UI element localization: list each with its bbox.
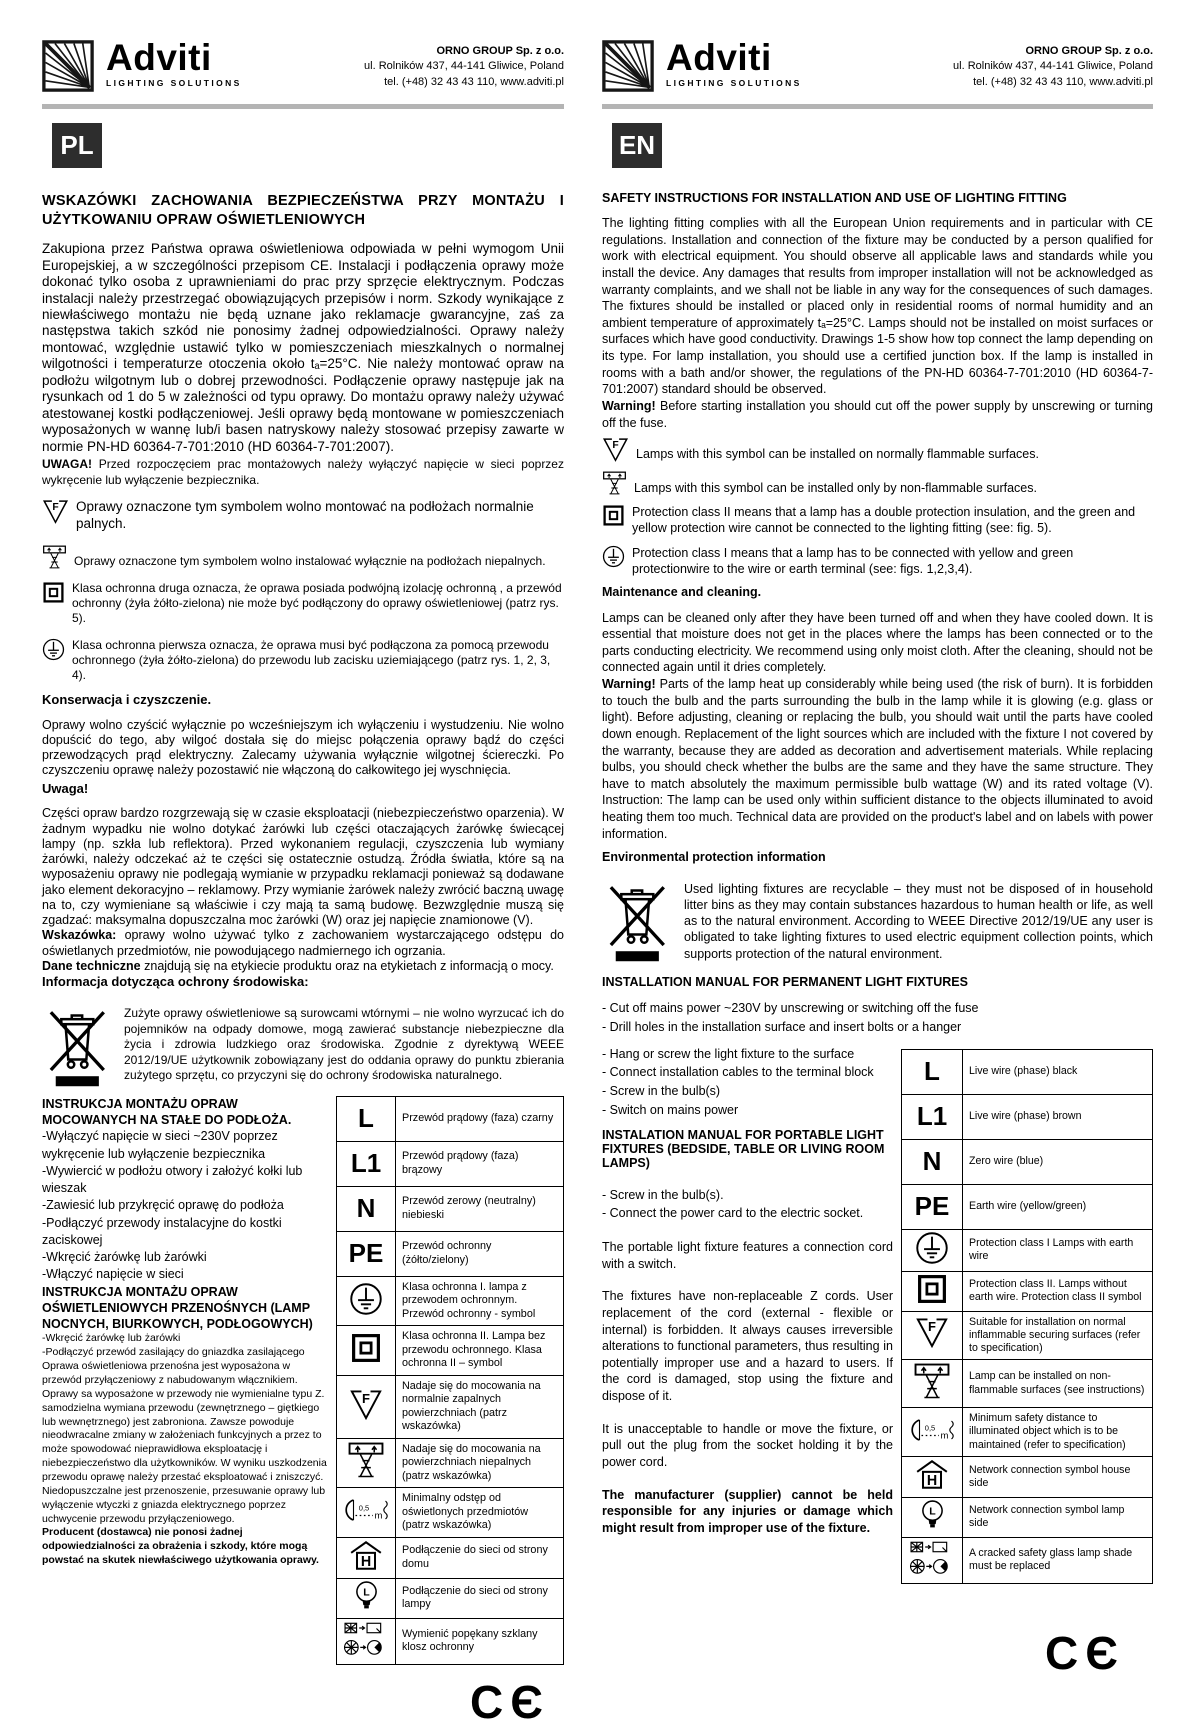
bottom-section-pl (42, 1096, 564, 1665)
table-row: Klasa ochronna I. lampa z przewodem ochronnym. Przewód ochronny - symbol (337, 1276, 564, 1325)
list-item: - Cut off mains power ~230V by unscrewing or switching off the fuse (602, 1001, 979, 1015)
fixed-install-heading-en: INSTALLATION MANUAL FOR PERMANENT LIGHT FIXTURES (602, 974, 968, 989)
cracked-glass-icon (910, 1539, 954, 1577)
list-item: -Wkręcić żarówkę lub żarówki (42, 1250, 207, 1265)
flammable-surface-icon (349, 1389, 383, 1420)
symbol-item-flammable: Oprawy oznaczone tym symbolem wolno montować na podłożach normalnie palnych. (42, 499, 564, 533)
installation-text-pl (42, 1096, 328, 1568)
company-address: ul. Rolników 437, 44-141 Gliwice, Poland (364, 60, 564, 73)
non-flammable-surface-icon (347, 1440, 385, 1480)
house-connection-icon (914, 1458, 950, 1491)
portable-para2-en: The fixtures have non-replaceable Z cords. User replacement of the cord (external - flexible or internal) is forbidden. It always causes irreversible alterations to functional parameters, thus resulting in potentially improper use and a hazard to users. If the cord is damaged, stop using the fixture and dispose of it. (602, 1289, 893, 1403)
list-item: - Screw in the bulb(s). (602, 1187, 724, 1202)
table-row: Minimum safety distance to illuminated object which is to be maintained (refer to specification) (902, 1408, 1153, 1457)
list-item: -Wkręcić żarówkę lub żarówki (42, 1332, 181, 1345)
installation-text-en (602, 1045, 893, 1537)
weee-row-en: Used lighting fixtures are recyclable – they must not be disposed of in household litter bins as they may contain substances hazardous to human health or life, as well as to the natural environment. According to WEEE Directive 2012/19/UE any user is obligated to take lighting fixtures to used electric equipment collection points, which supports protection of the natural environment. (602, 881, 1153, 963)
ce-mark: CЄ (470, 1675, 550, 1728)
header-pl (42, 37, 564, 92)
cracked-glass-icon (344, 1620, 388, 1658)
non-flammable-surface-icon (602, 470, 627, 496)
adviti-logo-icon (42, 40, 94, 92)
table-row: Podłączenie do sieci od strony lampy (337, 1578, 564, 1618)
non-flammable-surface-icon (42, 544, 67, 570)
list-item: - Connect the power card to the electric socket. (602, 1206, 864, 1221)
company-phone: tel. (+48) 32 43 43 110, www.adviti.pl (384, 75, 564, 88)
section-uwaga2-pl: Uwaga! (42, 780, 89, 796)
fixed-install-heading-pl: INSTRUKCJA MONTAŻU OPRAW MOCOWANYCH NA STAŁE DO PODŁOŻA. (42, 1096, 292, 1128)
symbol-table-pl (336, 1096, 564, 1665)
intro-paragraph-en: The lighting fitting complies with all the European Union requirements and in particular with CE regulations. Installation and connection of the fixture may be conducted by a person qualified for work with electrical equipment. You should observe all applicable laws and standards while you install the device. Any damages that results from improper installation will not be acknowledged as warranty complaints, and we shall not be liable in any way for the consequences of such damages. The fixtures should be installed or placed only in residential rooms of normal humidity and an ambient temperature of approximately tₐ=25°C. Lamps should not be installed on moist surfaces or surfaces which have good conductivity. Drawings 1-5 show how top connect the lamp depending on its type. For lamp installation, you should use a certified junction box. If the lamp is installed in rooms with a bath and/or shower, the regulations of the PN-HD 60364-7-701:2010 (HD 60364-7-701:2007) standard should be observed. (602, 216, 1153, 397)
section-environment-en: Environmental protection information (602, 850, 826, 865)
table-row: Network connection symbol lamp side (902, 1497, 1153, 1537)
non-flammable-surface-icon (913, 1361, 951, 1401)
weee-bin-icon (46, 1006, 110, 1088)
language-badge-en: EN (612, 123, 662, 168)
symbol-item-class2: Protection class II means that a lamp has a double protection insulation, and the green and yellow protection wire cannot be connected to the lighting fitting (see: fig. 5). (602, 504, 1153, 537)
table-row: N Zero wire (blue) (902, 1139, 1153, 1184)
list-item: -Podłączyć przewody instalacyjne do kostki zaciskowej (42, 1215, 282, 1247)
flammable-surface-icon (602, 437, 629, 462)
symbol-item-non-flammable: Lamps with this symbol can be installed only by non-flammable surfaces. (602, 470, 1153, 496)
table-row: Suitable for installation on normal inflammable securing surfaces (refer to specification) (902, 1311, 1153, 1360)
producer-note-pl: Producent (dostawca) nie ponosi żadnej odpowiedzialności za obrażenia i szkody, które mogą powstać na skutek niewłaściwego użytkowania oprawy. (42, 1526, 319, 1567)
symbol-table-en (901, 1049, 1153, 1584)
list-item: -Wyłączyć napięcie w sieci ~230V poprzez wykręcenie lub wyłączenie bezpiecznika (42, 1129, 278, 1161)
table-row: Protection class I Lamps with earth wire (902, 1229, 1153, 1271)
symbol-item-class1: Protection class I means that a lamp has to be connected with yellow and green protectionwire to the wire or earth terminal (see: figs. 1,2,3,4). (602, 545, 1153, 578)
header-divider (602, 104, 1153, 109)
table-row: PE Przewód ochronny (żółto/zielony) (337, 1231, 564, 1276)
table-row: Klasa ochronna II. Lampa bez przewodu ochronnego. Klasa ochronna II – symbol (337, 1326, 564, 1375)
warning-label: UWAGA! (42, 457, 92, 472)
portable-install-heading-pl: INSTRUKCJA MONTAŻU OPRAW OŚWIETLENIOWYCH PRZENOŚNYCH (LAMP NOCNYCH, BIURKOWYCH, PODŁOGOWYCH) (42, 1284, 313, 1332)
protection-class-2-icon (916, 1273, 948, 1305)
table-row: Podłączenie do sieci od strony domu (337, 1537, 564, 1578)
symbol-item-class1: Klasa ochronna pierwsza oznacza, że oprawa musi być podłączona za pomocą przewodu ochronnego (żyła żółto-zielona) do przewodu lub zacisku uziemiającego (patrz rys. 1, 2, 3, 4). (42, 638, 564, 684)
table-row: L1 Live wire (phase) brown (902, 1094, 1153, 1139)
weee-bin-icon (606, 881, 670, 963)
table-row: Nadaje się do mocowania na powierzchniach niepalnych (patrz wskazówka) (337, 1438, 564, 1487)
tech-data-paragraph-pl: Dane techniczne znajdują się na etykiecie produktu oraz na etykietach z informacją o mocy. (42, 958, 554, 973)
brand-logo (602, 37, 802, 92)
page-title-en: SAFETY INSTRUCTIONS FOR INSTALLATION AND USE OF LIGHTING FITTING (602, 191, 1067, 206)
table-row: Network connection symbol house side (902, 1456, 1153, 1497)
house-connection-icon (348, 1539, 384, 1572)
min-distance-icon (343, 1497, 389, 1523)
company-name: ORNO GROUP Sp. z o.o. (1025, 45, 1153, 57)
table-row: Wymienić popękany szklany klosz ochronny (337, 1618, 564, 1664)
portable-para1-pl: Oprawa oświetleniowa przenośna jest wyposażona w przewód przyłączeniowy z nabudowanym włącznikiem. (42, 1360, 298, 1386)
company-address: ul. Rolników 437, 44-141 Gliwice, Poland (953, 60, 1153, 73)
portable-install-heading-en: INSTALATION MANUAL FOR PORTABLE LIGHT FIXTURES (BEDSIDE, TABLE OR LIVING ROOM LAMPS) (602, 1127, 885, 1170)
portable-para2-pl: Oprawy sa wyposażone w przewody nie wymienialne typu Z. samodzielna wymiana przewodu (zewnętrznego – giętkiego lub wewnętrznego) jest zabroniona. Zawsze powoduje nieodwracalne zmiany w założeniach funkcyjnych a przez to może spowodować nieprawidłowa eksploatację i niebezpieczeństwo dla użytkowników. W wyniku uszkodzenia przewodu oprawę należy przestać eksploatować i zniszczyć. Niedopuszczalne jest przenoszenie, przesuwanie oprawy lub wyłączenie wtyczki z gniazda elektrycznego poprzez uchwycenie przewodu przyłączeniowego. (42, 1387, 327, 1525)
company-info (364, 40, 564, 90)
table-row: L Live wire (phase) black (902, 1049, 1153, 1094)
brand-tagline: LIGHTING SOLUTIONS (106, 78, 242, 89)
section-environment-pl: Informacja dotycząca ochrony środowiska: (42, 974, 309, 990)
table-row: N Przewód zerowy (neutralny) niebieski (337, 1186, 564, 1231)
list-item: -Wywiercić w podłożu otwory i założyć kołki lub wieszak (42, 1163, 303, 1196)
min-distance-icon (909, 1417, 955, 1443)
list-item: - Switch on mains power (602, 1102, 739, 1117)
header-divider (42, 104, 564, 109)
flammable-surface-icon (42, 499, 69, 524)
warning2-paragraph-en: Warning! Parts of the lamp heat up considerably while being used (the risk of burn). It is forbidden to touch the bulb and the parts surrounding the bulb in the lamp while it is glowing (e.g. glass or light). Before adjusting, cleaning or replacing the bulb, you should wait until the parts have cooled down enough. Replacement of the light sources which are included with the fixture I not covered by the warranty, because they are added as decoration and advertisement materials. While replacing bulbs, you should check whether the bulbs are the same and they have the same structure. They have to match absolutely the maximum permissible bulb wattage (W) and its rated voltage (V). Instruction: The lamp can be used only within sufficient distance to the objects illuminated to avoid heating them too much. Technical data are provided on the product's label and on labels with power information. (602, 677, 1153, 841)
protection-class-2-icon (350, 1332, 382, 1364)
intro-paragraph-pl: Zakupiona przez Państwa oprawa oświetleniowa odpowiada w pełni wymogom Unii Europejskiej, a w szczególności przepisom CE. Instalacji i podłączenia oprawy może dokonać tylko osoba z uprawnieniami do prac przy sprzęcie elektrycznym. Podczas instalacji należy przestrzegać obowiązujących przepisów i norm. Szkody wynikające z niewłaściwego montażu nie będą uznane jako reklamacje gwarancyjne, zaś za następstwa takich szkód nie ponosimy żadnej odpowiedzialności. Oprawy należy montować, względnie ustawić tylko w pomieszczeniach mieszkalnych o normalnej wilgotności i temperaturze otoczenia około tₐ=25°C. Nie należy montować opraw na podłożu wilgotnym lub o dobrej przewodności. Podłączenie oprawy następuje jak na rysunkach od 1 do 5 w zależności od typu oprawy. Do montażu oprawy należy używać atestowanej kostki podłączeniowej. Jeśli oprawy będą montowane w pomieszczeniach wyposażonych w wannę lub/i basen natryskowy należy stosować przepisy zawarte w normie PN-HD 60364-7-701:2010 (HD 60364-7-701:2007). (42, 241, 564, 454)
company-phone: tel. (+48) 32 43 43 110, www.adviti.pl (973, 75, 1153, 88)
column-en: Adviti LIGHTING SOLUTIONS ORNO GROUP Sp. z o.o. ul. Rolników 437, 44-141 Gliwice, Poland tel. (+48) 32 43 43 110, www.adviti.pl EN SAFETY INSTRUCTIONS FOR INSTALLATION AND USE OF LIGHTING FITTING The lighting fitting complies with all the European Union requirements and in particular with CE regulations. Installation and connection of the fixture may be conducted by a person qualified for work with electrical equipment. You should observe all applicable laws and standards while you install the device. Any damages that results from improper installation will not be acknowledged as warranty complaints, and we shall not be liable in any way for the consequences of such damages. The fixtures should be installed or placed only in residential rooms of normal humidity and an ambient temperature of approximately tₐ=25°C. Lamps should not be installed on moist surfaces or surfaces which have good conductivity. Drawings 1-5 show how top connect the lamp depending on its type. For lamp installation, you should use a certified junction box. If the lamp is installed in rooms with a bath and/or shower, the regulations of the PN-HD 60364-7-701:2010 (HD 60364-7-701:2007) standard should be observed. Warning! Before starting installation you should cut off the power supply by unscrewing or turning off the fuse. Lamps with this symbol can be installed on normally flammable surfaces. Lamps with this symbol can be installed only by non-flammable surfaces. Protection class II means that a lamp has a double protection insulation, and the green and yellow protection wire cannot be connected to the lighting fitting (see: fig. 5). Protection class I means that a lamp has to be connected with yellow and green protectionwire to the wire or earth terminal (see: figs. 1,2,3,4). Maintenance and cleaning. Lamps can be cleaned only after they have been turned off and when they have cooled down. It is essential that moisture does not get in the places where the lamps has been connected or to the parts conducting electricity. We recommend using only moist cloth. After the cleaning, should not be connected again until it dries completely. Warning! Parts of the lamp heat up considerably while being used (the risk of burn). It is forbidden to touch the bulb and the parts surrounding the bulb in the lamp while it is glowing (e.g. glass or light). Before adjusting, cleaning or replacing the bulb, you should wait until the parts have cooled down enough. Replacement of the light sources which are included with the fixture I not covered by the warranty, because they are added as decoration and advertisement materials. While replacing bulbs, you should check whether the bulbs are the same and they have the same structure. They have to match absolutely the maximum permissible bulb wattage (W) and its rated voltage (V). Instruction: The lamp can be used only within sufficient distance to the objects illuminated to avoid heating them too much. Technical data are provided on the product's label and on labels with power information. Environmental protection information Used lighting fixtures are recyclable – they must not be disposed of in household litter bins as they may contain substances hazardous to human health or life, as well as to the natural environment. According to WEEE Directive 2012/19/UE any user is obligated to take lighting fixtures to used electric equipment collection points, which supports protection of the natural environment. INSTALLATION MANUAL FOR PERMANENT LIGHT FIXTURES - Cut off mains power ~230V by unscrewing or switching off the fuse - Drill holes in the installation surface and insert bolts or a hanger - Hang or screw the light fixture to the surface - Connect installation cables to the terminal block - Screw in the bulb(s) - Switch on mains power INSTALATION MANUAL FOR PORTABLE LIGHT FIXTURES (BEDSIDE, TABLE OR LIVING ROOM LAMPS) - Screw in the bulb(s). - Connect the power card to the electric socket. The portable light fixture features a connection cord with a switch. The fixtures have non-replaceable Z cords. User replacement of the cord (external - flexible or internal) is forbidden. It always causes irreversible alterations to functional parameters, thus resulting in potentially improper use and a hazard to users. If the cord is damaged, stop using the fixture and dispose of it. It is unacceptable to handle or move the fixture, or pull out the plug from the socket holding it by the power cord. The manufacturer (supplier) cannot be held responsible for any injuries or damage which might result from improper use of the fixture. L Live wire (phase) black L1 Live wire (phase) brown N Zero wire (blue) PE Earth wire (yellow/green) Protection class I Lamps with earth wire Protection class II. Lamps without earth wire. Protection class II symbol Suitable for installation on normal inflammable securing surfaces (refer to specification) Lamp can be installed on non-flammable surfaces (see instructions) Minimum safety distance to illuminated object which is to be maintained (refer to specification) Network connection symbol house side Network connection symbol lamp side A cracked safety glass lamp shade must be replaced CЄ (602, 37, 1153, 1679)
lamp-connection-icon (354, 1580, 379, 1612)
ce-mark: CЄ (1045, 1626, 1125, 1679)
header-en (602, 37, 1153, 92)
list-item: -Włączyć napięcie w sieci (42, 1267, 184, 1282)
flammable-surface-icon (915, 1317, 949, 1348)
bottom-section-en (602, 1045, 1153, 1584)
portable-para3-en: It is unacceptable to handle or move the fixture, or pull out the plug from the socket holding it by the power cord. (602, 1421, 893, 1469)
lamp-connection-icon (920, 1499, 945, 1531)
list-item: - Drill holes in the installation surface and insert bolts or a hanger (602, 1019, 962, 1034)
protection-class-1-icon (42, 638, 65, 661)
table-row: Minimalny odstęp od oświetlonych przedmiotów (patrz wskazówka) (337, 1488, 564, 1537)
warning-paragraph-en: Warning! Before starting installation you should cut off the power supply by unscrewing or turning off the fuse. (602, 398, 1153, 430)
hint-paragraph-pl: Wskazówka: oprawy wolno używać tylko z zachowaniem wystarczającego odstępu do oświetlanych przedmiotów, nie powodującego nadmiernego ich ogrzania. (42, 928, 564, 958)
producer-note-en: The manufacturer (supplier) cannot be held responsible for any injuries or damage which might result from improper use of the fixture. (602, 1487, 893, 1535)
table-row: L1 Przewód prądowy (faza) brązowy (337, 1141, 564, 1186)
table-row: Lamp can be installed on non-flammable surfaces (see instructions) (902, 1360, 1153, 1408)
section-maintenance-en: Maintenance and cleaning. (602, 585, 762, 600)
list-item: -Zawiesić lub przykręcić oprawę do podłoża (42, 1198, 284, 1213)
portable-para1-en: The portable light fixture features a connection cord with a switch. (602, 1240, 893, 1271)
table-row: Protection class II. Lamps without earth wire. Protection class II symbol (902, 1271, 1153, 1311)
protection-class-1-icon (915, 1231, 949, 1265)
table-row: A cracked safety glass lamp shade must be replaced (902, 1537, 1153, 1583)
adviti-logo-icon (602, 40, 654, 92)
protection-class-1-icon (602, 545, 625, 568)
language-badge-pl: PL (52, 123, 102, 168)
brand-tagline: LIGHTING SOLUTIONS (666, 78, 802, 89)
list-item: - Hang or screw the light fixture to the surface (602, 1046, 855, 1061)
list-item: - Connect installation cables to the terminal block (602, 1065, 874, 1080)
company-name: ORNO GROUP Sp. z o.o. (436, 45, 564, 57)
page-title-pl: WSKAZÓWKI ZACHOWANIA BEZPIECZEŃSTWA PRZY MONTAŻU I UŻYTKOWANIU OPRAW OŚWIETLENIOWYCH (42, 192, 564, 228)
symbol-item-non-flammable: Oprawy oznaczone tym symbolem wolno instalować wyłącznie na podłożach niepalnych. (42, 544, 564, 570)
protection-class-1-icon (349, 1282, 383, 1316)
brand-name: Adviti (106, 37, 212, 78)
protection-class-2-icon (602, 504, 625, 527)
brand-name: Adviti (666, 37, 772, 78)
protection-class-2-icon (42, 581, 65, 604)
company-info (953, 40, 1153, 90)
list-item: -Podłączyć przewód zasilający do gniazdka zasilającego (42, 1346, 305, 1359)
table-row: Nadaje się do mocowania na normalnie zapalnych powierzchniach (patrz wskazówka) (337, 1375, 564, 1438)
list-item: - Screw in the bulb(s) (602, 1084, 721, 1098)
table-row: L Przewód prądowy (faza) czarny (337, 1096, 564, 1141)
column-pl: Adviti LIGHTING SOLUTIONS ORNO GROUP Sp. z o.o. ul. Rolników 437, 44-141 Gliwice, Poland tel. (+48) 32 43 43 110, www.adviti.pl PL WSKAZÓWKI ZACHOWANIA BEZPIECZEŃSTWA PRZY MONTAŻU I UŻYTKOWANIU OPRAW OŚWIETLENIOWYCH Zakupiona przez Państwa oprawa oświetleniowa odpowiada w pełni wymogom Unii Europejskiej, a w szczególności przepisom CE. Instalacji i podłączenia oprawy może dokonać tylko osoba z uprawnieniami do prac przy sprzęcie elektrycznym. Podczas instalacji należy przestrzegać obowiązujących przepisów i norm. Szkody wynikające z niewłaściwego montażu nie będą uznane jako reklamacje gwarancyjne, zaś za następstwa takich szkód nie ponosimy żadnej odpowiedzialności. Oprawy należy montować, względnie ustawić tylko w pomieszczeniach mieszkalnych o normalnej wilgotności i temperaturze otoczenia około tₐ=25°C. Nie należy montować opraw na podłożu wilgotnym lub o dobrej przewodności. Podłączenie oprawy następuje jak na rysunkach od 1 do 5 w zależności od typu oprawy. Do montażu oprawy należy używać atestowanej kostki podłączeniowej. Jeśli oprawy będą montowane w pomieszczeniach wyposażonych w wannę lub/i basen natryskowy należy stosować przepisy zawarte w normie PN-HD 60364-7-701:2010 (HD 60364-7-701:2007). UWAGA! Przed rozpoczęciem prac montażowych należy wyłączyć napięcie w sieci poprzez wykręcenie lub wyłączenie bezpiecznika. Oprawy oznaczone tym symbolem wolno montować na podłożach normalnie palnych. Oprawy oznaczone tym symbolem wolno instalować wyłącznie na podłożach niepalnych. Klasa ochronna druga oznacza, że oprawa posiada podwójną izolację ochronną , a przewód ochronny (żyła żółto-zielona) nie może być podłączony do oprawy oświetleniowej (patrz rys. 5). Klasa ochronna pierwsza oznacza, że oprawa musi być podłączona za pomocą przewodu ochronnego (żyła żółto-zielona) do przewodu lub zacisku uziemiającego (patrz rys. 1, 2, 3, 4). Konserwacja i czyszczenie. Oprawy wolno czyścić wyłącznie po wcześniejszym ich wyłączeniu i wystudzeniu. Nie wolno dopuścić do tego, aby wilgoć dostała się do miejsc połączenia oprawy bądź do części przewodzących prąd elektryczny. Zalecamy używania wyłącznie wilgotnej ściereczki. Po czyszczeniu oprawę należy pozostawić nie włączoną do całkowitego jej wyschnięcia. Uwaga! Części opraw bardzo rozgrzewają się w czasie eksploatacji (niebezpieczeństwo oparzenia). W żadnym wypadku nie wolno dotykać żarówki lub części otaczających żarówkę świecącej lampy (np. szkła lub reflektora). Przed wykonaniem regulacji, czyszczenia lub wymiany żarówki, należy odczekać aż te części się ostatecznie ostudzą. Źródła światła, które są na wyposażeniu oprawy nie podlegają wymianie w przypadku reklamacji ponieważ są dodawane jako element dekoracyjno – reklamowy. Przy wymianie żarówek należy zwrócić baczną uwagę na to, czy wymieniane są właściwie i czy mają ta samą budowę. Bezwzględnie muszą się zgadzać: maksymalna dopuszczalna moc żarówki (W) oraz jej napięcie znamionowe (V). Wskazówka: oprawy wolno używać tylko z zachowaniem wystarczającego odstępu do oświetlanych przedmiotów, nie powodującego nadmiernego ich ogrzania. Dane techniczne znajdują się na etykiecie produktu oraz na etykietach z informacją o mocy. Informacja dotycząca ochrony środowiska: Zużyte oprawy oświetleniowe są surowcami wtórnymi – nie wolno wyrzucać ich do pojemników na odpady domowe, mogą zawierać substancje niebezpieczne dla życia i zdrowia ludzkiego oraz środowiska. Zgodnie z dyrektywą WEEE 2012/19/UE użytkownik zobowiązany jest do oddania oprawy do punktu zbierania zużytego sprzętu, co przyczyni się do ochrony środowiska naturalnego. INSTRUKCJA MONTAŻU OPRAW MOCOWANYCH NA STAŁE DO PODŁOŻA. -Wyłączyć napięcie w sieci ~230V poprzez wykręcenie lub wyłączenie bezpiecznika -Wywiercić w podłożu otwory i założyć kołki lub wieszak -Zawiesić lub przykręcić oprawę do podłoża -Podłączyć przewody instalacyjne do kostki zaciskowej -Wkręcić żarówkę lub żarówki -Włączyć napięcie w sieci INSTRUKCJA MONTAŻU OPRAW OŚWIETLENIOWYCH PRZENOŚNYCH (LAMP NOCNYCH, BIURKOWYCH, PODŁOGOWYCH) -Wkręcić żarówkę lub żarówki -Podłączyć przewód zasilający do gniazdka zasilającego Oprawa oświetleniowa przenośna jest wyposażona w przewód przyłączeniowy z nabudowanym włącznikiem. Oprawy sa wyposażone w przewody nie wymienialne typu Z. samodzielna wymiana przewodu (zewnętrznego – giętkiego lub wewnętrznego) jest zabroniona. Zawsze powoduje nieodwracalne zmiany w założeniach funkcyjnych a przez to może spowodować nieprawidłowa eksploatację i niebezpieczeństwo dla użytkowników. W wyniku uszkodzenia przewodu oprawę należy przestać eksploatować i zniszczyć. Niedopuszczalne jest przenoszenie, przesuwanie oprawy lub wyłączenie wtyczki z gniazda elektrycznego poprzez uchwycenie przewodu przyłączeniowego. Producent (dostawca) nie ponosi żadnej odpowiedzialności za obrażenia i szkody, które mogą powstać na skutek niewłaściwego użytkowania oprawy. L Przewód prądowy (faza) czarny L1 Przewód prądowy (faza) brązowy N Przewód zerowy (neutralny) niebieski PE Przewód ochronny (żółto/zielony) Klasa ochronna I. lampa z przewodem ochronnym. Przewód ochronny - symbol Klasa ochronna II. Lampa bez przewodu ochronnego. Klasa ochronna II – symbol Nadaje się do mocowania na normalnie zapalnych powierzchniach (patrz wskazówka) Nadaje się do mocowania na powierzchniach niepalnych (patrz wskazówka) Minimalny odstęp od oświetlonych przedmiotów (patrz wskazówka) Podłączenie do sieci od strony domu Podłączenie do sieci od strony lampy Wymienić popękany szklany klosz ochronny CЄ (42, 37, 564, 1728)
table-row: PE Earth wire (yellow/green) (902, 1184, 1153, 1229)
warning-paragraph-pl: UWAGA! Przed rozpoczęciem prac montażowych należy wyłączyć napięcie w sieci poprzez wykręcenie lub wyłączenie bezpiecznika. (42, 457, 564, 487)
brand-logo (42, 37, 242, 92)
symbol-item-flammable: Lamps with this symbol can be installed on normally flammable surfaces. (602, 437, 1153, 462)
symbol-item-class2: Klasa ochronna druga oznacza, że oprawa posiada podwójną izolację ochronną , a przewód ochronny (żyła żółto-zielona) nie może być podłączony do oprawy oświetleniowej (patrz rys. 5). (42, 581, 564, 627)
section-maintenance-pl: Konserwacja i czyszczenie. (42, 691, 212, 707)
weee-row-pl: Zużyte oprawy oświetleniowe są surowcami wtórnymi – nie wolno wyrzucać ich do pojemników na odpady domowe, mogą zawierać substancje niebezpieczne dla życia i zdrowia ludzkiego oraz środowiska. Zgodnie z dyrektywą WEEE 2012/19/UE użytkownik zobowiązany jest do oddania oprawy do punktu zbierania zużytego sprzętu, co przyczyni się do ochrony środowiska naturalnego. (42, 1006, 564, 1088)
